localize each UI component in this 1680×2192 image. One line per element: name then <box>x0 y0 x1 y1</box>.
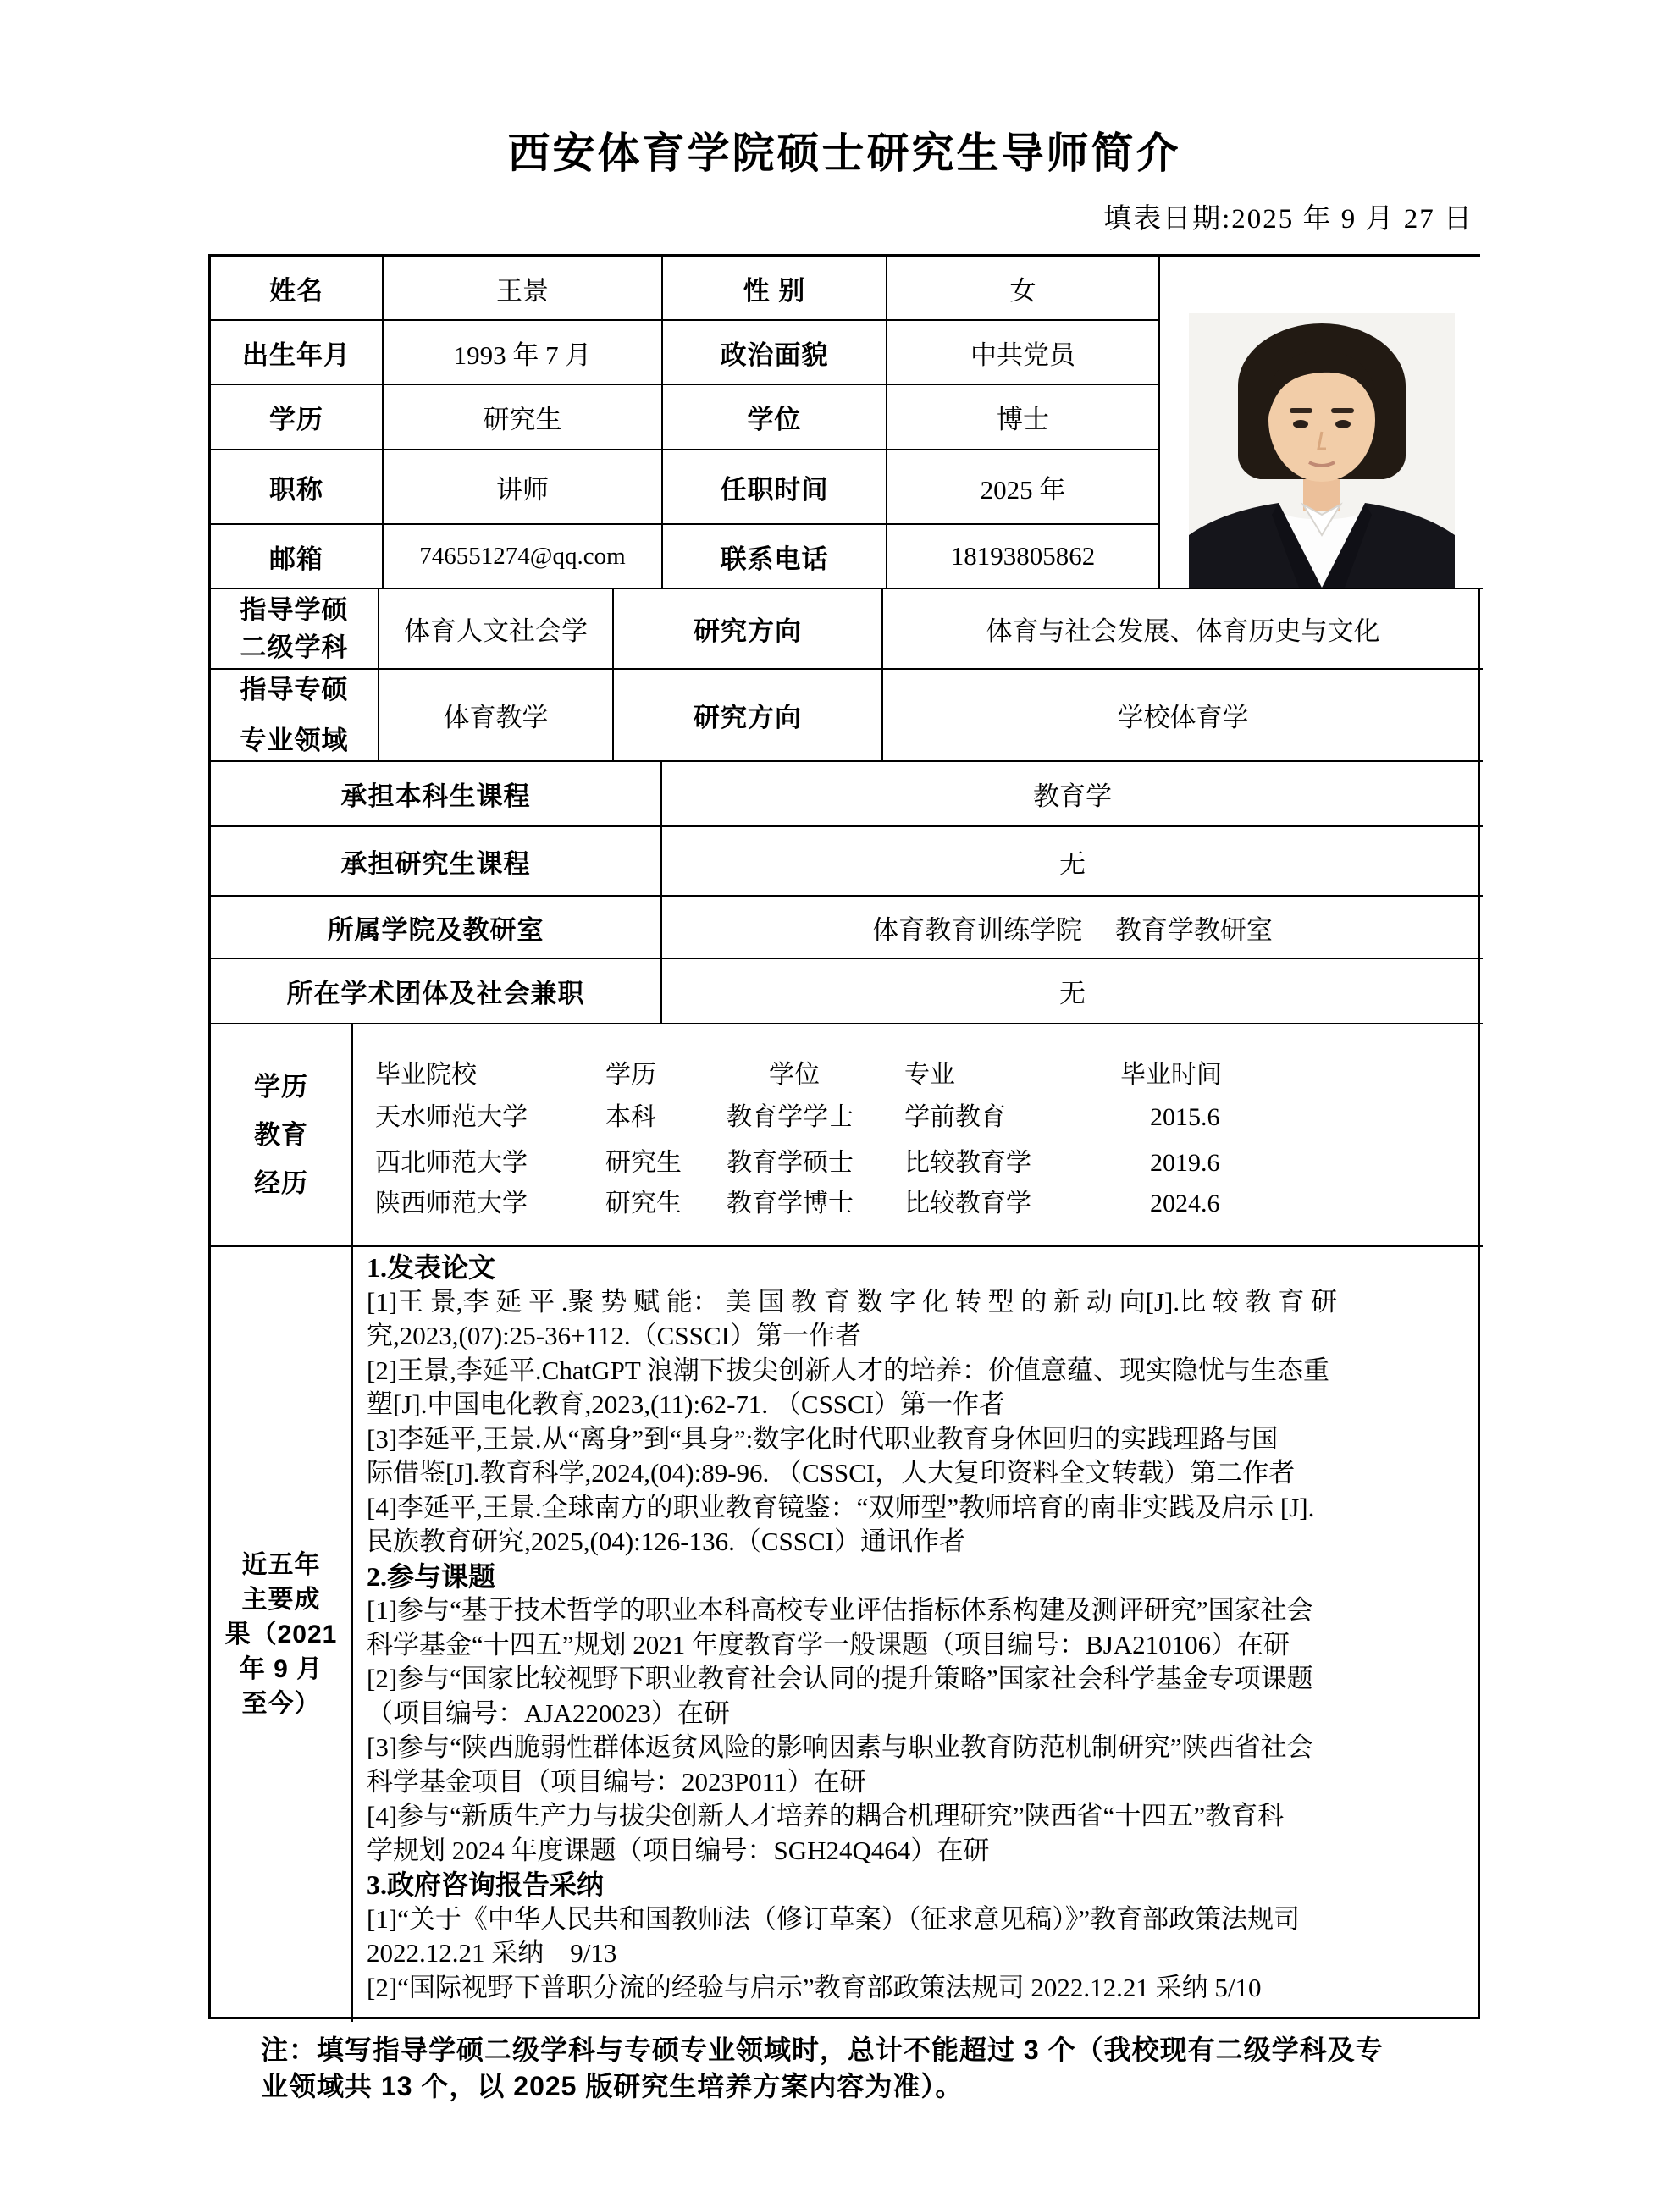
degree-label: 学位 <box>663 385 887 450</box>
label-line: 专业领域 <box>240 725 349 755</box>
professional-field-label <box>211 670 379 762</box>
education-history-table <box>353 1024 1483 1247</box>
achievement-line: 塑[J].中国电化教育,2023,(11):62-71. （CSSCI）第一作者 <box>367 1389 1006 1419</box>
fill-date: 填表日期:2025 年 9 月 27 日 <box>1103 204 1473 235</box>
achievement-line: 究,2023,(07):25-36+112.（CSSCI）第一作者 <box>367 1321 861 1350</box>
achievement-line: [4]李延平,王景.全球南方的职业教育镜鉴：“双师型”教师培育的南非实践及启示 [J]. <box>367 1492 1315 1522</box>
birth-value: 1993 年 7 月 <box>384 321 663 385</box>
label-line: 指导专硕 <box>240 674 349 704</box>
edu-cell: 学位 <box>769 1061 820 1089</box>
department-value: 体育教育训练学院 教育学教研室 <box>662 897 1483 959</box>
edu-cell: 学历 <box>605 1061 656 1089</box>
edu-cell: 教育学学士 <box>727 1103 854 1131</box>
name-label: 姓名 <box>211 257 384 321</box>
degree-value: 博士 <box>887 385 1160 450</box>
email-value: 746551274@qq.com <box>384 525 663 589</box>
achievements-label <box>211 1247 353 2022</box>
rank-label: 职称 <box>211 450 384 525</box>
photo-cell <box>1160 257 1483 589</box>
phone-value: 18193805862 <box>887 525 1160 589</box>
edu-cell: 2015.6 <box>1150 1103 1220 1131</box>
edu-cell: 比较教育学 <box>904 1190 1031 1217</box>
edu-cell: 西北师范大学 <box>375 1149 528 1177</box>
footnote-line: 业领域共 13 个，以 2025 版研究生培养方案内容为准）。 <box>261 2071 964 2101</box>
edu-data-row <box>353 1099 1483 1136</box>
label-line: 至今） <box>241 1690 321 1718</box>
label-line: 主要成 <box>241 1586 321 1614</box>
edu-data-row <box>353 1185 1483 1223</box>
achievement-line: [2]王景,李延平.ChatGPT 浪潮下拔尖创新人才的培养：价值意蕴、现实隐忧与生态重 <box>367 1355 1329 1385</box>
academic-direction-value: 体育与社会发展、体育历史与文化 <box>883 589 1483 670</box>
achievement-line: 际借鉴[J].教育科学,2024,(04):89-96. （CSSCI，人大复印资料全文转载）第二作者 <box>367 1458 1296 1488</box>
grad-course-value: 无 <box>662 827 1483 897</box>
achievement-line: [3]李延平,王景.从“离身”到“具身”:数字化时代职业教育身体回归的实践理路与国 <box>367 1423 1279 1454</box>
professional-field-value: 体育教学 <box>379 670 614 762</box>
achievement-section-heading: 1.发表论文 <box>367 1252 496 1283</box>
achievement-line: [2]“国际视野下普职分流的经验与启示”教育部政策法规司 2022.12.21 采纳 5/10 <box>367 1972 1262 2002</box>
label-line: 指导学硕 <box>240 594 349 625</box>
label-line: 教育 <box>254 1120 308 1150</box>
label-line: 二级学科 <box>240 632 349 662</box>
professional-direction-value: 学校体育学 <box>883 670 1483 762</box>
edu-header-row <box>353 1057 1483 1094</box>
gender-value: 女 <box>887 257 1160 321</box>
supervisor-info-table <box>208 254 1480 2019</box>
societies-label: 所在学术团体及社会兼职 <box>211 959 662 1024</box>
edu-cell: 毕业院校 <box>375 1061 477 1089</box>
achievement-line: 学规划 2024 年度课题（项目编号：SGH24Q464）在研 <box>367 1835 990 1865</box>
footnote-line: 注：填写指导学硕二级学科与专硕专业领域时，总计不能超过 3 个（我校现有二级学科及专 <box>261 2035 1384 2065</box>
edu-cell: 本科 <box>605 1103 656 1131</box>
achievement-line: 2022.12.21 采纳 9/13 <box>367 1938 617 1968</box>
achievement-line: （项目编号：AJA220023）在研 <box>367 1698 730 1728</box>
achievement-line: [2]参与“国家比较视野下职业教育社会认同的提升策略”国家社会科学基金专项课题 <box>367 1664 1313 1693</box>
appointment-value: 2025 年 <box>887 450 1160 525</box>
achievement-line: 科学基金项目（项目编号：2023P011）在研 <box>367 1766 866 1797</box>
societies-value: 无 <box>662 959 1483 1024</box>
academic-discipline-value: 体育人文社会学 <box>379 589 614 670</box>
portrait-photo <box>1189 313 1455 588</box>
phone-label: 联系电话 <box>663 525 887 589</box>
edu-cell: 教育学博士 <box>727 1190 854 1217</box>
grad-course-label: 承担研究生课程 <box>211 827 662 897</box>
achievements-cell <box>353 1247 1483 2022</box>
political-value: 中共党员 <box>887 321 1160 385</box>
label-line: 学历 <box>254 1072 308 1102</box>
edu-cell: 陕西师范大学 <box>375 1190 528 1217</box>
achievement-line: [1]王 景,李 延 平 .聚 势 赋 能： 美 国 教 育 数 字 化 转 型 的 新 动 向[J].比 较 教 育 研 <box>367 1286 1338 1317</box>
edu-cell: 2019.6 <box>1150 1149 1220 1177</box>
name-value: 王景 <box>384 257 663 321</box>
edu-cell: 研究生 <box>605 1190 682 1217</box>
achievement-line: 民族教育研究,2025,(04):126-136.（CSSCI）通讯作者 <box>367 1527 965 1556</box>
department-label: 所属学院及教研室 <box>211 897 662 959</box>
label-line: 经历 <box>254 1168 308 1198</box>
education-label: 学历 <box>211 385 384 450</box>
achievement-line: 科学基金“十四五”规划 2021 年度教育学一般课题（项目编号：BJA210106）在研 <box>367 1629 1290 1659</box>
education-history-label <box>211 1024 353 1247</box>
rank-value: 讲师 <box>384 450 663 525</box>
label-line: 年 9 月 <box>239 1655 323 1683</box>
undergrad-course-value: 教育学 <box>662 762 1483 827</box>
research-direction-label-1: 研究方向 <box>614 589 883 670</box>
achievement-line: [1]“关于《中华人民共和国教师法（修订草案）（征求意见稿）》”教育部政策法规司 <box>367 1903 1301 1934</box>
achievements-content <box>367 1251 1476 2017</box>
achievement-section-heading: 2.参与课题 <box>367 1560 496 1592</box>
achievement-section-heading: 3.政府咨询报告采纳 <box>367 1869 605 1900</box>
appointment-label: 任职时间 <box>663 450 887 525</box>
edu-cell: 学前教育 <box>904 1103 1006 1131</box>
edu-cell: 2024.6 <box>1150 1190 1220 1217</box>
academic-discipline-label <box>211 589 379 670</box>
footnote <box>261 2032 1497 2105</box>
edu-cell: 教育学硕士 <box>727 1149 854 1177</box>
edu-cell: 专业 <box>904 1061 955 1089</box>
edu-cell: 天水师范大学 <box>375 1103 528 1131</box>
label-line: 近五年 <box>241 1551 321 1579</box>
political-label: 政治面貌 <box>663 321 887 385</box>
undergrad-course-label: 承担本科生课程 <box>211 762 662 827</box>
email-label: 邮箱 <box>211 525 384 589</box>
edu-cell: 毕业时间 <box>1120 1061 1222 1089</box>
research-direction-label-2: 研究方向 <box>614 670 883 762</box>
achievement-line: [1]参与“基于技术哲学的职业本科高校专业评估指标体系构建及测评研究”国家社会 <box>367 1595 1313 1625</box>
page-title: 西安体育学院硕士研究生导师简介 <box>507 130 1181 177</box>
gender-label: 性 别 <box>663 257 887 321</box>
achievement-line: [4]参与“新质生产力与拔尖创新人才培养的耦合机理研究”陕西省“十四五”教育科 <box>367 1801 1285 1830</box>
achievement-line: [3]参与“陕西脆弱性群体返贫风险的影响因素与职业教育防范机制研究”陕西省社会 <box>367 1732 1313 1762</box>
edu-cell: 比较教育学 <box>904 1149 1031 1177</box>
edu-data-row <box>353 1145 1483 1182</box>
label-line: 果（2021 <box>224 1621 338 1648</box>
birth-label: 出生年月 <box>211 321 384 385</box>
education-value: 研究生 <box>384 385 663 450</box>
edu-cell: 研究生 <box>605 1149 682 1177</box>
